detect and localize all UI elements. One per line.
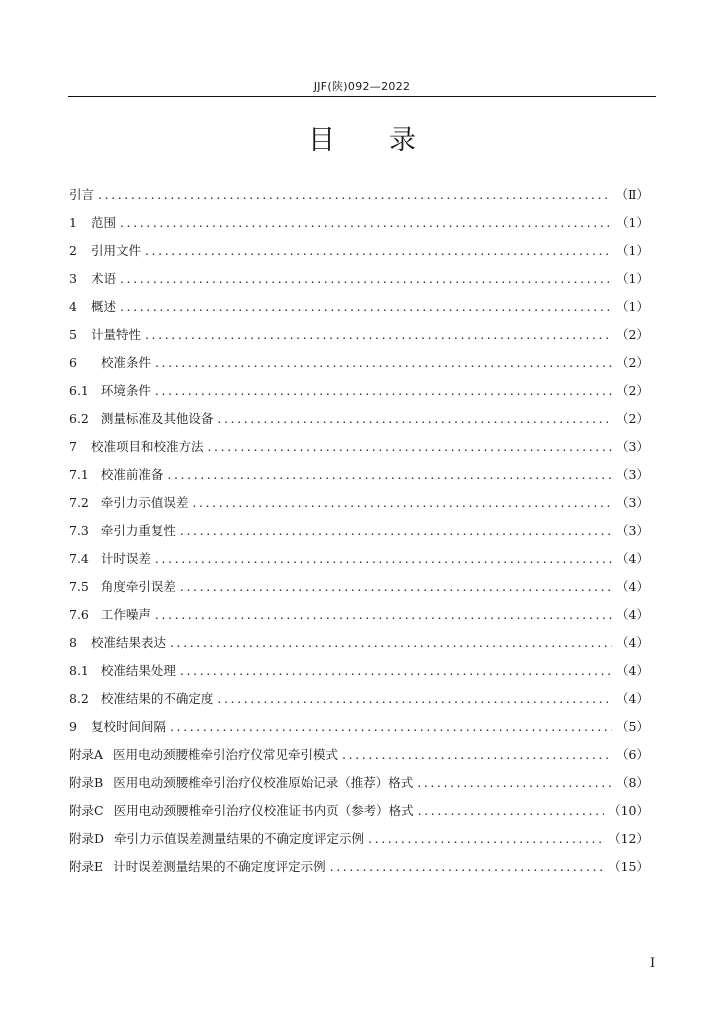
toc-entry-page: （2）	[616, 355, 649, 370]
toc-entry-number: 7.5	[69, 579, 89, 594]
toc-entry[interactable]	[69, 181, 649, 209]
toc-dot-leader	[155, 349, 612, 377]
toc-entry-title: 校准前准备	[100, 467, 164, 482]
toc-entry-number: 6.1	[69, 383, 89, 398]
toc-dot-leader	[155, 601, 612, 629]
toc-entry-page: （3）	[616, 523, 649, 538]
toc-entry-number: 5	[69, 327, 77, 342]
toc-entry-page: （1）	[616, 299, 649, 314]
page-number: I	[650, 956, 656, 971]
toc-entry-number: 6	[69, 355, 77, 370]
toc-entry-number: 附录A	[69, 747, 104, 762]
toc-entry-page: （1）	[616, 271, 649, 286]
toc-entry-title: 校准结果表达	[90, 635, 166, 650]
toc-entry-title: 术语	[90, 271, 116, 286]
toc-entry-number: 8.2	[69, 691, 89, 706]
toc-entry-number: 7.4	[69, 551, 89, 566]
toc-entry-title: 计时误差	[100, 551, 151, 566]
toc-entry[interactable]	[69, 685, 649, 713]
toc-entry-title: 牵引力重复性	[100, 523, 176, 538]
toc-entry-number: 附录C	[69, 803, 104, 818]
toc-entry[interactable]	[69, 405, 649, 433]
toc-entry-number: 7.2	[69, 495, 89, 510]
toc-dot-leader	[155, 377, 612, 405]
toc-entry[interactable]	[69, 657, 649, 685]
toc-entry-number: 附录E	[69, 859, 104, 874]
toc-entry[interactable]	[69, 853, 649, 881]
toc-entry-number: 9	[69, 719, 77, 734]
toc-entry-title: 引用文件	[90, 243, 141, 258]
page-title: 目录	[308, 125, 470, 156]
running-header: JJF(陕)092—2022	[313, 80, 411, 93]
toc-dot-leader	[145, 237, 612, 265]
toc-entry-number: 2	[69, 243, 77, 258]
toc-entry-title: 医用电动颈腰椎牵引治疗仪常见牵引模式	[113, 747, 339, 762]
table-of-contents	[69, 181, 649, 881]
toc-dot-leader	[368, 825, 604, 853]
toc-entry[interactable]	[69, 769, 649, 797]
toc-entry-title: 医用电动颈腰椎牵引治疗仪校准证书内页（参考）格式	[113, 803, 414, 818]
toc-entry[interactable]	[69, 825, 649, 853]
toc-entry-page: （15）	[608, 859, 649, 874]
toc-entry[interactable]	[69, 377, 649, 405]
toc-dot-leader	[342, 741, 612, 769]
toc-entry[interactable]	[69, 321, 649, 349]
toc-dot-leader	[417, 769, 612, 797]
toc-entry-page: （4）	[616, 551, 649, 566]
toc-entry[interactable]	[69, 517, 649, 545]
toc-entry-page: （1）	[616, 243, 649, 258]
toc-entry[interactable]	[69, 797, 649, 825]
toc-entry-page: （10）	[608, 803, 649, 818]
toc-entry-page: （Ⅱ）	[615, 187, 649, 202]
toc-dot-leader	[217, 405, 612, 433]
toc-entry[interactable]	[69, 545, 649, 573]
toc-entry[interactable]	[69, 461, 649, 489]
toc-entry-title: 计时误差测量结果的不确定度评定示例	[113, 859, 326, 874]
toc-entry-title: 校准结果处理	[100, 663, 176, 678]
toc-entry-number: 7.3	[69, 523, 89, 538]
toc-entry-page: （12）	[608, 831, 649, 846]
toc-dot-leader	[418, 797, 605, 825]
toc-entry-number: 3	[69, 271, 77, 286]
toc-entry[interactable]	[69, 489, 649, 517]
toc-entry-number: 8	[69, 635, 77, 650]
toc-entry-page: （4）	[616, 635, 649, 650]
toc-entry-title: 牵引力示值误差测量结果的不确定度评定示例	[114, 831, 365, 846]
toc-entry-page: （3）	[616, 495, 649, 510]
toc-entry-page: （8）	[616, 775, 649, 790]
toc-dot-leader	[120, 293, 612, 321]
toc-entry-number: 7.6	[69, 607, 89, 622]
toc-dot-leader	[217, 685, 612, 713]
toc-entry[interactable]	[69, 349, 649, 377]
toc-entry-page: （4）	[616, 691, 649, 706]
toc-dot-leader	[330, 853, 604, 881]
toc-dot-leader	[170, 629, 612, 657]
toc-entry-number: 8.1	[69, 663, 89, 678]
toc-dot-leader	[180, 657, 612, 685]
toc-entry-number: 7	[69, 439, 77, 454]
toc-entry-title: 测量标准及其他设备	[100, 411, 214, 426]
toc-entry[interactable]	[69, 601, 649, 629]
toc-entry[interactable]	[69, 265, 649, 293]
toc-entry-title: 计量特性	[90, 327, 141, 342]
toc-entry-number: 附录B	[69, 775, 104, 790]
toc-dot-leader	[167, 461, 612, 489]
toc-entry-title: 复校时间间隔	[90, 719, 166, 734]
toc-entry-title: 校准结果的不确定度	[100, 691, 214, 706]
header-rule	[68, 96, 656, 97]
toc-entry-title: 牵引力示值误差	[100, 495, 189, 510]
toc-dot-leader	[98, 181, 611, 209]
toc-entry[interactable]	[69, 433, 649, 461]
toc-entry-page: （5）	[616, 719, 649, 734]
toc-dot-leader	[170, 713, 612, 741]
toc-dot-leader	[145, 321, 612, 349]
toc-entry-title: 医用电动颈腰椎牵引治疗仪校准原始记录（推荐）格式	[113, 775, 414, 790]
toc-entry-page: （2）	[616, 411, 649, 426]
toc-entry-title: 校准条件	[100, 355, 151, 370]
toc-entry-number: 6.2	[69, 411, 89, 426]
toc-entry[interactable]	[69, 741, 649, 769]
toc-entry-title: 概述	[90, 299, 116, 314]
toc-dot-leader	[207, 433, 612, 461]
toc-entry-page: （3）	[616, 439, 649, 454]
toc-entry-title: 校准项目和校准方法	[90, 439, 204, 454]
toc-entry-title: 引言	[69, 187, 95, 202]
toc-entry-page: （3）	[616, 467, 649, 482]
toc-dot-leader	[192, 489, 612, 517]
toc-entry-title: 工作噪声	[100, 607, 151, 622]
toc-entry-page: （4）	[616, 607, 649, 622]
toc-entry-title: 环境条件	[100, 383, 151, 398]
toc-entry-number: 附录D	[69, 831, 105, 846]
toc-entry[interactable]	[69, 629, 649, 657]
toc-entry-page: （1）	[616, 215, 649, 230]
toc-entry[interactable]	[69, 209, 649, 237]
toc-entry-number: 1	[69, 215, 77, 230]
toc-entry-title: 角度牵引误差	[100, 579, 176, 594]
toc-entry-number: 4	[69, 299, 77, 314]
toc-entry-title: 范围	[90, 215, 116, 230]
toc-dot-leader	[180, 517, 612, 545]
toc-dot-leader	[120, 209, 612, 237]
toc-entry-page: （2）	[616, 383, 649, 398]
toc-entry[interactable]	[69, 573, 649, 601]
toc-dot-leader	[120, 265, 612, 293]
toc-entry-page: （4）	[616, 663, 649, 678]
toc-entry[interactable]	[69, 293, 649, 321]
toc-entry-page: （6）	[616, 747, 649, 762]
toc-entry[interactable]	[69, 713, 649, 741]
toc-dot-leader	[180, 573, 612, 601]
toc-entry-page: （4）	[616, 579, 649, 594]
toc-dot-leader	[155, 545, 612, 573]
toc-entry[interactable]	[69, 237, 649, 265]
toc-entry-number: 7.1	[69, 467, 89, 482]
toc-entry-page: （2）	[616, 327, 649, 342]
